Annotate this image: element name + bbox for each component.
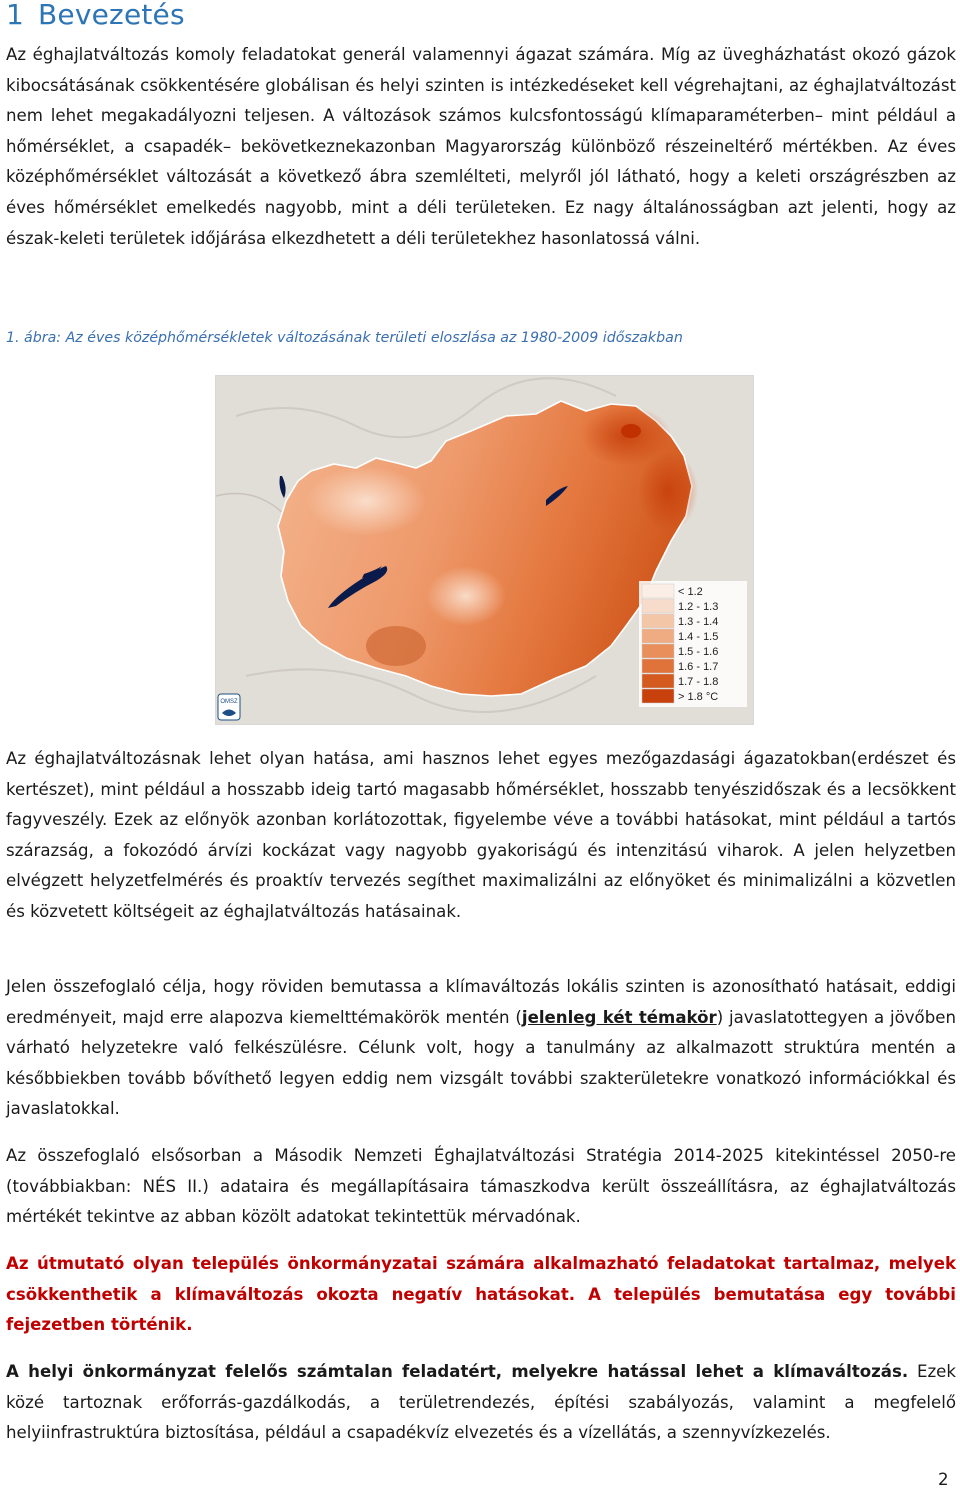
legend-swatch	[642, 659, 674, 673]
omsz-logo	[218, 694, 240, 720]
intro-paragraph: Az éghajlatváltozás komoly feladatokat generál valamennyi ágazat számára. Míg az üvegházhatást okozó gázok kibocsátásának csökkentésére globálisan és helyi szinten is intézkedéseket kell végrehajtani, az éghajlatváltozást nem lehet megakadályozni teljesen. A változások számos kulcsfontosságú klímaparaméterben– mint például a hőmérséklet, a csapadék– bekövetkeznekazonban Magyarország különböző részeineltérő mértékben. Az éves középhőmérséklet változását a következő ábra szemlélteti, melyről jól látható, hogy a keleti országrészben az éves hőmérséklet emelkedés nagyobb, mint a déli területeken. Ez nagy általánosságban azt jelenti, hogy az észak-keleti területek időjárása elkezdhetett a déli területekhez hasonlatossá válni.	[6, 45, 956, 248]
paragraph-guide-red: Az útmutató olyan település önkormányzatai számára alkalmazható feladatokat tartalmaz, melyek csökkenthetik a klímaváltozás okozta negatív hatásokat. A település bemutatása egy további fejezetben történik.	[6, 1254, 956, 1335]
paragraph-municipality-bold: A helyi önkormányzat felelős számtalan feladatért, melyekre hatással lehet a klímaváltozás.	[6, 1362, 909, 1381]
omsz-logo-text: OMSZ	[220, 699, 238, 705]
paragraph-municipality-text: Ezek közé tartoznak erőforrás-gazdálkodás, a területrendezés, építési szabályozás, valamint a megfelelő helyiinfrastruktúra biztosítása, például a csapadékvíz elvezetés és a vízellátás, a szennyvízkezelés.	[6, 1362, 956, 1443]
paragraph-municipality	[6, 1357, 956, 1449]
legend-swatch	[642, 629, 674, 643]
page-number: 2	[938, 1470, 949, 1489]
legend-swatch	[642, 599, 674, 613]
legend-label: > 1.8 °C	[678, 691, 719, 703]
legend-swatch	[642, 674, 674, 688]
figure-caption: 1. ábra: Az éves középhőmérsékletek változásának területi eloszlása az 1980-2009 időszakban	[6, 330, 683, 346]
paragraph-aim-underlined: jelenleg két témakör	[521, 1007, 717, 1027]
temperature-map-figure	[215, 375, 754, 725]
paragraph-nes: Az összefoglaló elsősorban a Második Nemzeti Éghajlatváltozási Stratégia 2014-2025 kitekintéssel 2050-re (továbbiakban: NÉS II.) adataira és megállapításaira támaszkodva került összeállításra, az éghajlatváltozás mértékét tekintve az abban közölt adatokat tekintettük mérvadónak.	[6, 1146, 956, 1227]
legend-label: 1.4 - 1.5	[678, 631, 719, 643]
legend-label: 1.3 - 1.4	[678, 616, 719, 628]
legend-swatch	[642, 614, 674, 628]
legend-label: 1.6 - 1.7	[678, 661, 719, 673]
hungary-map	[216, 376, 753, 724]
cooler-region-northwest	[306, 466, 426, 536]
section-title: Bevezetés	[38, 0, 185, 31]
legend-swatch	[642, 644, 674, 658]
map-legend	[639, 581, 747, 707]
legend-label: 1.2 - 1.3	[678, 601, 719, 613]
section-number: 1	[6, 0, 25, 31]
paragraph-aim-text-2: ) javaslatottegyen a jövőben várható helyzetekre való felkészülésre. Célunk volt, hogy a tanulmány az alkalmazott struktúra mentén a későbbiekben tovább bővíthető legyen eddig nem vizsgált további szakterületekre vonatkozó információkkal és javaslatokkal.	[6, 1007, 956, 1119]
legend-label: 1.7 - 1.8	[678, 676, 719, 688]
paragraph-benefits: Az éghajlatváltozásnak lehet olyan hatása, ami hasznos lehet egyes mezőgazdasági ágazatokban(erdészet és kertészet), mint például a hosszabb ideig tartó magasabb hőmérséklet, hosszabb tenyészidőszak és a lecsökkent fagyveszély. Ezek az előnyök azonban korlátozottak, figyelembe véve a további hatásokat, mint például a tartós szárazság, a fokozódó árvízi kockázat vagy nagyobb gyakoriságú és intenzitású viharok. A jelen helyzetben elvégzett helyzetfelmérés és proaktív tervezés segíthet maximalizálni az előnyöket és minimalizálni a közvetlen és közvetett költségeit az éghajlatváltozás hatásainak.	[6, 749, 956, 921]
legend-swatch	[642, 584, 674, 598]
legend-label: 1.5 - 1.6	[678, 646, 719, 658]
section-heading	[6, 0, 185, 31]
paragraph-aim	[6, 972, 956, 1125]
legend-label: < 1.2	[678, 586, 703, 598]
paragraph-aim-text-1: Jelen összefoglaló célja, hogy röviden bemutassa a klímaváltozás lokális szinten is azonosítható hatásait, eddigi eredményeit, majd erre alapozva kiemelttémakörök mentén (	[6, 977, 956, 1027]
legend-swatch	[642, 689, 674, 703]
